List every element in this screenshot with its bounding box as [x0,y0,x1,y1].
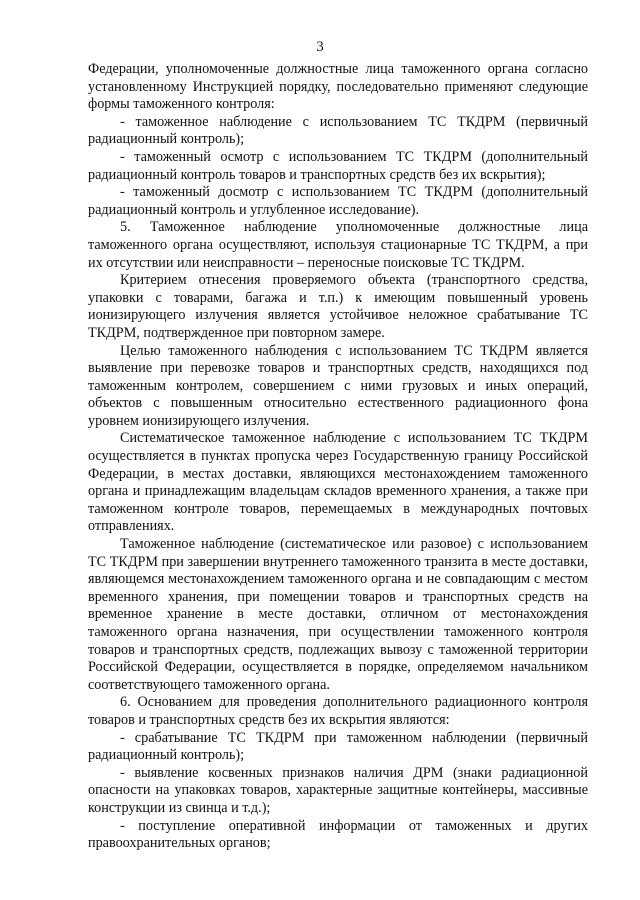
list-item-examination: - таможенный досмотр с использованием ТС ТКДРМ (дополнительный радиационный контроль и углубленное исследование). [88,184,588,218]
list-item-indirect-signs: - выявление косвенных признаков наличия ДРМ (знаки радиационной опасности на упаковках товаров, характерные защитные контейнеры, массивные конструкции из свинца и т.д.); [88,764,588,816]
paragraph-section-6: 6. Основанием для проведения дополнительного радиационного контроля товаров и транспортных средств без их вскрытия являются: [88,694,588,728]
list-item-inspection: - таможенный осмотр с использованием ТС ТКДРМ (дополнительный радиационный контроль товаров и транспортных средств без их вскрытия); [88,148,588,183]
paragraph-transit: Таможенное наблюдение (систематическое или разовое) с использованием ТС ТКДРМ при завершении внутреннего таможенного транзита в месте доставки, являющемся местонахождением таможенного органа и не совпадающим с местом временного хранения, при помещении товаров и транспортных средств на временное хранение в месте доставки, отличном от местонахождения таможенного органа назначения, при осуществлении таможенного контроля товаров и транспортных средств, подлежащих вывозу с таможенной территории Российской Федерации, осуществляется в порядке, определяемом начальником соответствующего таможенного органа. [88,536,588,693]
list-item-operational-info: - поступление оперативной информации от таможенных и других правоохранительных органов; [88,817,588,852]
paragraph-systematic: Систематическое таможенное наблюдение с использованием ТС ТКДРМ осуществляется в пунктах пропуска через Государственную границу Российской Федерации, в местах доставки, являющихся местонахождением таможенного органа и принадлежащим владельцам складов временного хранения, а также при таможенном контроле товаров, перемещаемых в международных почтовых отправлениях. [88,430,588,535]
document-body [88,61,588,853]
page-number: 3 [316,39,324,55]
paragraph-criterion: Критерием отнесения проверяемого объекта (транспортного средства, упаковки с товарами, багажа и т.п.) к имеющим повышенный уровень ионизирующего излучения является устойчивое неложное срабатывание ТС ТКДРМ, подтвержденное при повторном замере. [88,272,588,341]
paragraph-continuation: Федерации, уполномоченные должностные лица таможенного органа согласно установленному Инструкцией порядку, последовательно применяют следующие формы таможенного контроля: [88,61,588,113]
paragraph-section-5: 5. Таможенное наблюдение уполномоченные должностные лица таможенного органа осуществляют, используя стационарные ТС ТКДРМ, а при их отсутствии или неисправности – переносные поисковые ТС ТКДРМ. [88,219,588,271]
list-item-observation: - таможенное наблюдение с использованием ТС ТКДРМ (первичный радиационный контроль); [88,113,588,148]
list-item-triggering: - срабатывание ТС ТКДРМ при таможенном наблюдении (первичный радиационный контроль); [88,729,588,764]
paragraph-purpose: Целью таможенного наблюдения с использованием ТС ТКДРМ является выявление при перевозке товаров и транспортных средств, находящихся под таможенным контролем, совершением с ними грузовых и иных операций, объектов с повышенным относительно естественного радиационного фона уровнем ионизирующего излучения. [88,342,588,429]
